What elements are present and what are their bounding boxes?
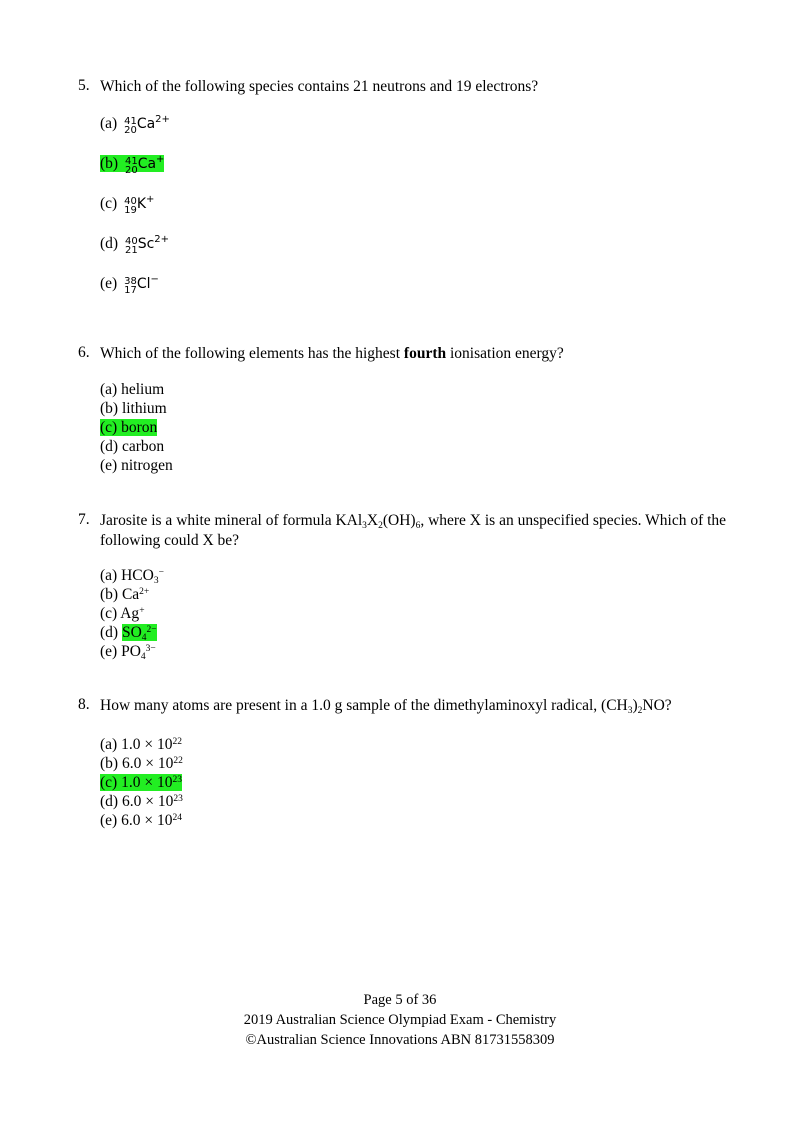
question-text: Which of the following elements has the highest fourth ionisation energy? [100, 345, 564, 362]
option-a[interactable]: (a) $1.0 \times 10^{22}$ [100, 736, 182, 753]
option-e[interactable]: (e) nitrogen [100, 457, 173, 474]
option-e[interactable]: (e) $6.0 \times 10^{24}$ [100, 812, 182, 829]
question-8-options [100, 735, 183, 830]
option-e[interactable]: (e) $PO_4^{3-}$ [100, 643, 156, 662]
question-number: 5. [78, 77, 90, 94]
question-text: How many atoms are present in a 1.0 g sample of the dimethylaminoxyl radical, $(CH_3)_2NO$? [100, 697, 672, 716]
question-6 [78, 344, 740, 364]
question-number: 7. [78, 511, 90, 528]
page-number: Page 5 of 36 [363, 992, 437, 1008]
option-e[interactable]: (e) 38 17 Cl− [100, 274, 159, 296]
question-5-options [100, 113, 170, 313]
question-5 [78, 77, 740, 97]
answer-highlight: (c) $1.0 \times 10^{23}$ [100, 774, 182, 791]
option-b[interactable]: (b) lithium [100, 400, 167, 417]
question-number: 6. [78, 344, 90, 361]
page-footer [0, 990, 800, 1050]
option-d[interactable]: (d) carbon [100, 438, 165, 455]
option-d[interactable]: (d) $SO_4^{2-}$ [100, 624, 157, 643]
option-c[interactable]: (c) 40 19 K+ [100, 194, 155, 216]
question-8 [78, 696, 740, 716]
option-b[interactable]: (b) $Ca^{2+}$ [100, 586, 150, 603]
option-a[interactable]: (a) 41 20 $Ca^{2+}$ [100, 114, 170, 136]
exam-title: 2019 Australian Science Olympiad Exam - Chemistry [243, 1012, 557, 1028]
question-text: Jarosite is a white mineral of formula $KAl_3X_2(OH)_6$, where X is an unspecified species. Which of the following could X be? [100, 512, 727, 549]
question-7 [78, 511, 740, 551]
question-number: 8. [78, 696, 90, 713]
option-a[interactable]: (a) helium [100, 381, 165, 398]
option-b[interactable] [100, 153, 170, 193]
option-d[interactable]: (d) $6.0 \times 10^{23}$ [100, 793, 183, 810]
option-a[interactable]: (a) $HCO_3^-$ [100, 567, 164, 586]
question-text: Which of the following species contains 21 neutrons and 19 electrons? [100, 78, 539, 95]
option-c[interactable]: (c) Ag+ [100, 605, 145, 622]
answer-highlight: (c) boron [100, 419, 158, 436]
question-7-options [100, 566, 164, 661]
option-d[interactable]: (d) 40 21 $Sc^{2+}$ [100, 234, 170, 256]
copyright: ©Australian Science Innovations ABN 81731558309 [245, 1032, 555, 1048]
option-b[interactable]: (b) $6.0 \times 10^{22}$ [100, 755, 183, 772]
question-6-options [100, 380, 173, 475]
option-c[interactable] [100, 418, 173, 437]
answer-highlight: (b) 41 20 Ca+ [100, 154, 165, 176]
answer-highlight: $SO_4^{2-}$ [121, 624, 157, 643]
option-c[interactable] [100, 773, 183, 792]
